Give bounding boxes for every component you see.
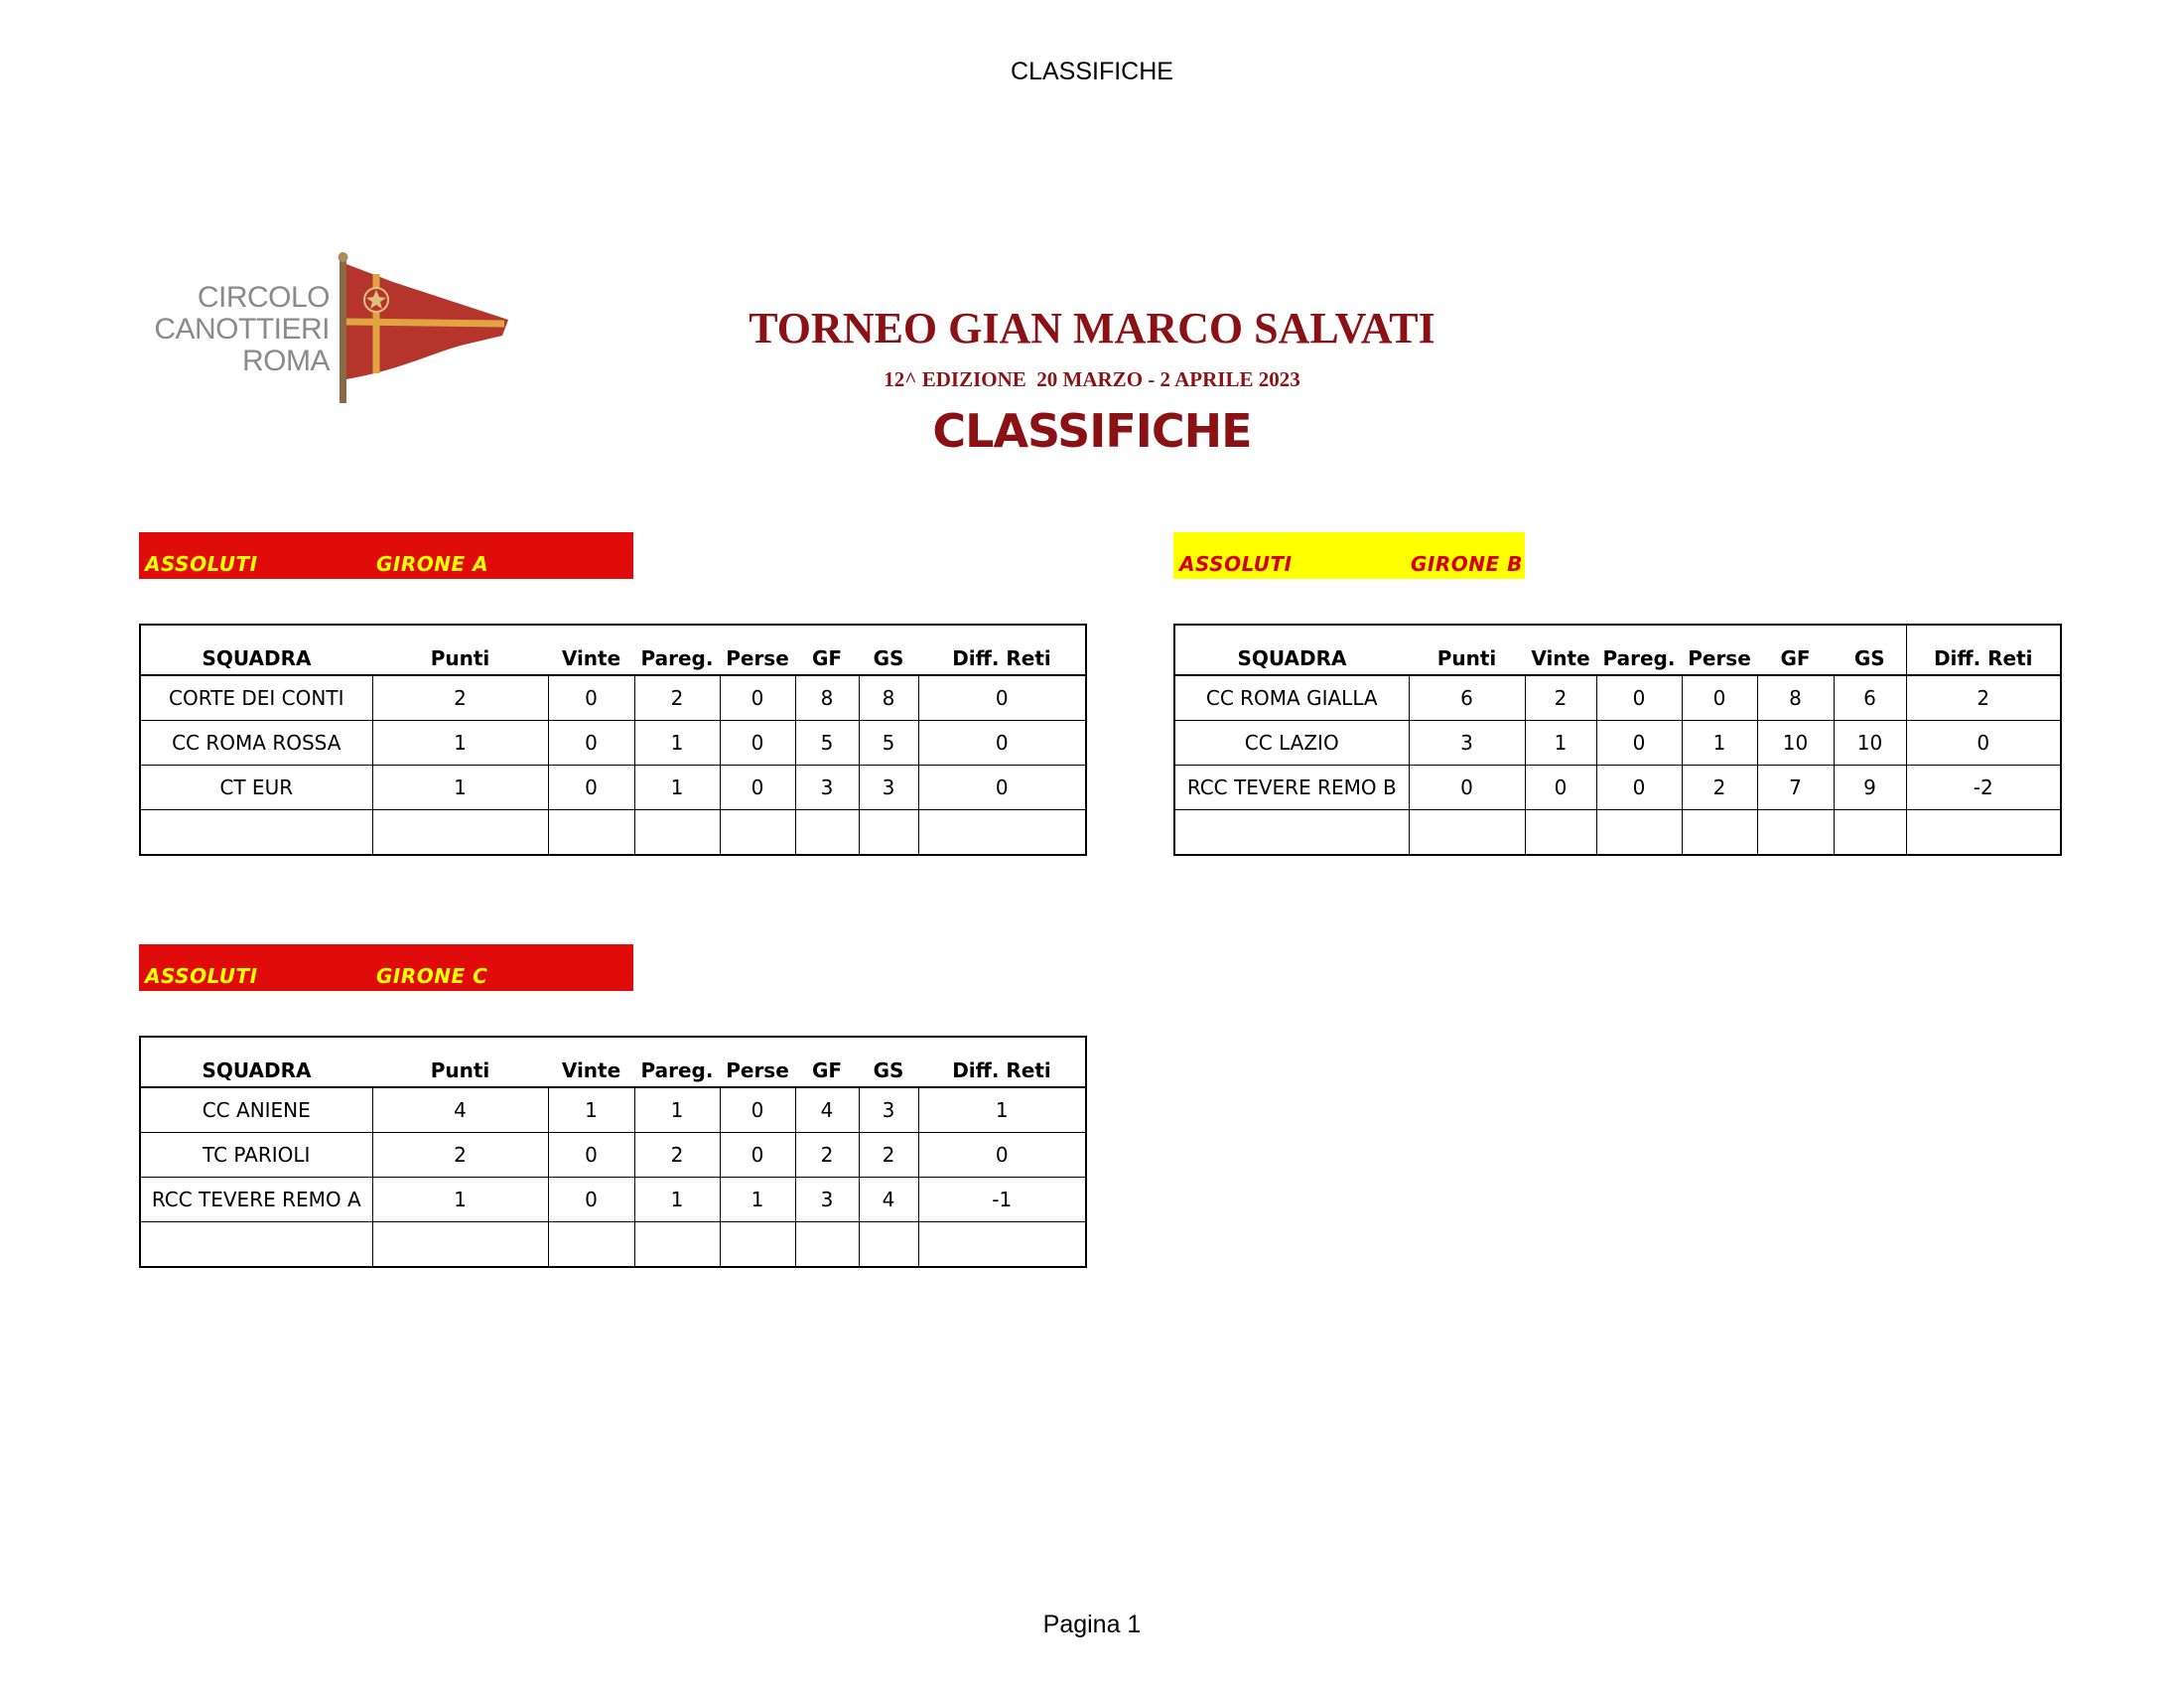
cell-vinte: 0 [548,1178,634,1222]
cell-punti: 6 [1409,675,1525,721]
cell-diff-reti: 1 [918,1087,1086,1133]
cell-gs: 3 [859,766,918,810]
cell-squadra: CC ANIENE [140,1087,372,1133]
cell-gs: 10 [1834,721,1906,766]
col-header-diff-reti: Diff. Reti [918,1037,1086,1087]
cell-squadra: TC PARIOLI [140,1133,372,1178]
cell-gf: 8 [1757,675,1834,721]
cell-vinte: 2 [1525,675,1596,721]
table-row [140,721,1086,766]
col-header-vinte: Vinte [548,625,634,675]
empty-cell [548,1222,634,1268]
standings-heading: CLASSIFICHE [932,404,1252,458]
cell-punti: 2 [372,1133,548,1178]
cell-diff-reti: -2 [1906,766,2061,810]
cell-vinte: 0 [548,675,634,721]
empty-cell [859,1222,918,1268]
empty-cell [1834,810,1906,856]
col-header-pareg: Pareg. [634,625,720,675]
cell-perse: 1 [720,1178,795,1222]
table-row [140,1087,1086,1133]
cell-perse: 0 [720,675,795,721]
cell-perse: 2 [1682,766,1757,810]
section-category: ASSOLUTI [145,552,258,576]
cell-gf: 3 [795,766,859,810]
tournament-subtitle: 12^ EDIZIONE 20 MARZO - 2 APRILE 2023 [884,367,1300,391]
section-bar-girone-a [139,532,633,579]
section-bar-girone-c [139,944,633,991]
cell-perse: 0 [720,766,795,810]
cell-gf: 3 [795,1178,859,1222]
cell-pareg: 2 [634,675,720,721]
cell-squadra: RCC TEVERE REMO A [140,1178,372,1222]
empty-cell [918,810,1086,856]
pennant-flag-icon [332,252,510,406]
col-header-perse: Perse [720,625,795,675]
table-row [140,1133,1086,1178]
cell-pareg: 1 [634,766,720,810]
logo-text-line: CANOTTIERI [154,313,330,346]
cell-vinte: 0 [1525,766,1596,810]
logo-text-line: ROMA [242,345,330,377]
cell-vinte: 1 [548,1087,634,1133]
empty-cell [1906,810,2061,856]
col-header-gs: GS [859,1037,918,1087]
cell-squadra: CT EUR [140,766,372,810]
cell-perse: 0 [720,1087,795,1133]
tournament-title: TORNEO GIAN MARCO SALVATI [749,304,1435,352]
page-footer: Pagina 1 [1042,1611,1142,1638]
empty-cell [795,810,859,856]
table-header-row [1174,625,2061,675]
empty-cell [1409,810,1525,856]
col-header-gf: GF [1757,625,1834,675]
empty-cell [918,1222,1086,1268]
standings-table-girone-a [139,624,1087,856]
cell-squadra: CORTE DEI CONTI [140,675,372,721]
col-header-punti: Punti [372,625,548,675]
cell-punti: 3 [1409,721,1525,766]
table-row [140,766,1086,810]
col-header-pareg: Pareg. [634,1037,720,1087]
empty-cell [720,1222,795,1268]
cell-punti: 4 [372,1087,548,1133]
col-header-squadra: SQUADRA [1174,625,1409,675]
cell-punti: 0 [1409,766,1525,810]
cell-gs: 5 [859,721,918,766]
cell-squadra: CC ROMA ROSSA [140,721,372,766]
empty-cell [548,810,634,856]
empty-table-row [140,810,1086,856]
empty-table-row [1174,810,2061,856]
cell-gs: 2 [859,1133,918,1178]
cell-diff-reti: 0 [1906,721,2061,766]
cell-squadra: CC LAZIO [1174,721,1409,766]
empty-table-row [140,1222,1086,1268]
cell-vinte: 0 [548,1133,634,1178]
col-header-vinte: Vinte [548,1037,634,1087]
cell-gf: 2 [795,1133,859,1178]
table-row [140,1178,1086,1222]
cell-perse: 1 [1682,721,1757,766]
cell-punti: 1 [372,1178,548,1222]
cell-gf: 4 [795,1087,859,1133]
cell-punti: 2 [372,675,548,721]
cell-diff-reti: 0 [918,721,1086,766]
col-header-gs: GS [1834,625,1906,675]
cell-gf: 8 [795,675,859,721]
col-header-squadra: SQUADRA [140,1037,372,1087]
cell-diff-reti: 0 [918,1133,1086,1178]
section-group-name: GIRONE C [376,964,488,988]
logo-text-line: CIRCOLO [197,281,330,314]
empty-cell [1174,810,1409,856]
cell-pareg: 2 [634,1133,720,1178]
empty-cell [634,810,720,856]
cell-gs: 9 [1834,766,1906,810]
cell-squadra: CC ROMA GIALLA [1174,675,1409,721]
col-header-gs: GS [859,625,918,675]
table-header-row [140,1037,1086,1087]
empty-cell [1525,810,1596,856]
col-header-pareg: Pareg. [1596,625,1682,675]
cell-perse: 0 [720,721,795,766]
empty-cell [634,1222,720,1268]
empty-cell [720,810,795,856]
section-category: ASSOLUTI [1179,552,1293,576]
empty-cell [140,810,372,856]
cell-punti: 1 [372,721,548,766]
cell-diff-reti: 0 [918,675,1086,721]
col-header-diff-reti: Diff. Reti [918,625,1086,675]
cell-gf: 7 [1757,766,1834,810]
table-row [1174,675,2061,721]
table-row [1174,721,2061,766]
cell-diff-reti: 2 [1906,675,2061,721]
cell-pareg: 1 [634,721,720,766]
cell-squadra: RCC TEVERE REMO B [1174,766,1409,810]
cell-gf: 5 [795,721,859,766]
cell-gf: 10 [1757,721,1834,766]
table-row [1174,766,2061,810]
cell-vinte: 1 [1525,721,1596,766]
section-category: ASSOLUTI [145,964,258,988]
empty-cell [859,810,918,856]
cell-perse: 0 [720,1133,795,1178]
cell-diff-reti: -1 [918,1178,1086,1222]
cell-gs: 3 [859,1087,918,1133]
cell-perse: 0 [1682,675,1757,721]
cell-punti: 1 [372,766,548,810]
table-row [140,675,1086,721]
empty-cell [795,1222,859,1268]
cell-pareg: 0 [1596,721,1682,766]
empty-cell [140,1222,372,1268]
empty-cell [372,1222,548,1268]
club-logo [154,252,516,406]
empty-cell [1596,810,1682,856]
col-header-diff-reti: Diff. Reti [1906,625,2061,675]
col-header-gf: GF [795,1037,859,1087]
cell-diff-reti: 0 [918,766,1086,810]
col-header-punti: Punti [372,1037,548,1087]
col-header-perse: Perse [1682,625,1757,675]
col-header-perse: Perse [720,1037,795,1087]
section-bar-girone-b [1173,532,1525,579]
col-header-squadra: SQUADRA [140,625,372,675]
standings-table-girone-b [1173,624,2062,856]
cell-pareg: 0 [1596,675,1682,721]
cell-gs: 8 [859,675,918,721]
col-header-vinte: Vinte [1525,625,1596,675]
cell-gs: 6 [1834,675,1906,721]
section-group-name: GIRONE A [376,552,489,576]
cell-gs: 4 [859,1178,918,1222]
cell-vinte: 0 [548,766,634,810]
col-header-gf: GF [795,625,859,675]
cell-pareg: 0 [1596,766,1682,810]
empty-cell [1682,810,1757,856]
page-header: CLASSIFICHE [1011,58,1173,85]
section-group-name: GIRONE B [1411,552,1523,576]
table-header-row [140,625,1086,675]
cell-pareg: 1 [634,1178,720,1222]
standings-table-girone-c [139,1036,1087,1268]
col-header-punti: Punti [1409,625,1525,675]
cell-vinte: 0 [548,721,634,766]
cell-pareg: 1 [634,1087,720,1133]
empty-cell [372,810,548,856]
empty-cell [1757,810,1834,856]
